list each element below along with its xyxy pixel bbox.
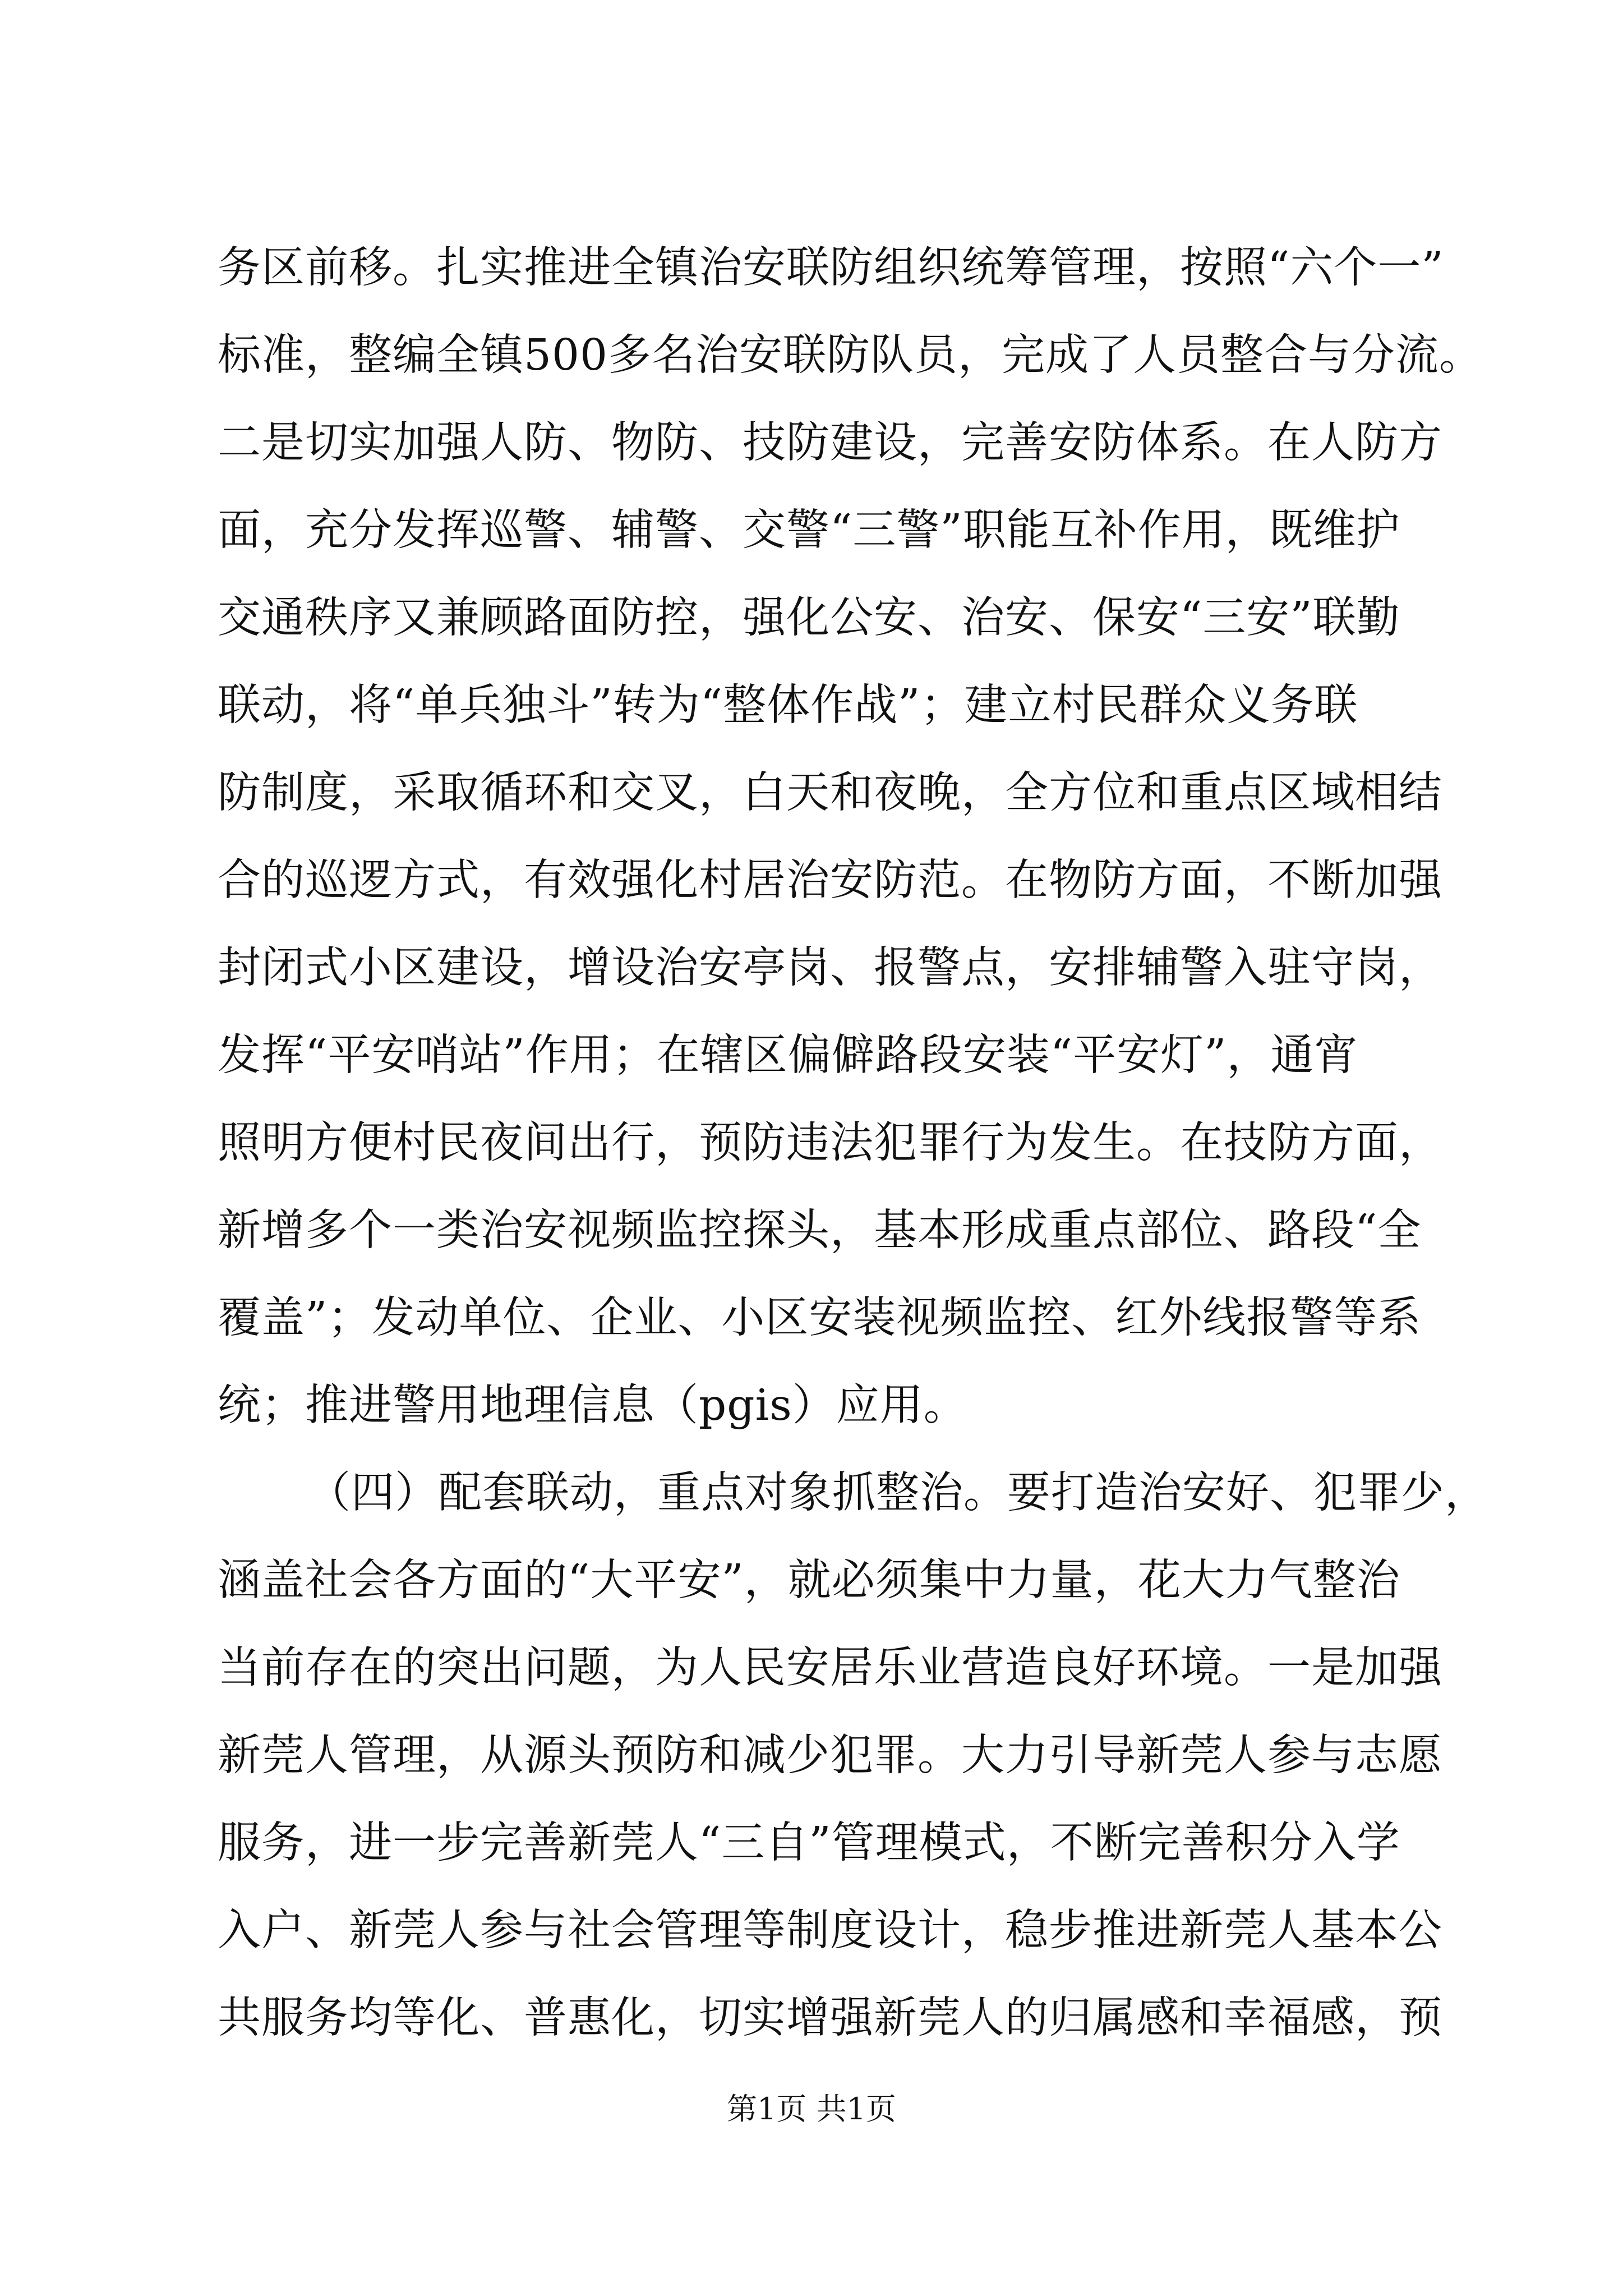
text-line-11: 照明方便村民夜间出行，预防违法犯罪行为发生。在技防方面， — [218, 1118, 1442, 1168]
text-line-14: 统；推进警用地理信息（pgis）应用。 — [218, 1381, 967, 1430]
text-line-9: 封闭式小区建设，增设治安亭岗、报警点，安排辅警入驻守岗， — [218, 943, 1442, 993]
text-line-8: 合的巡逻方式，有效强化村居治安防范。在物防方面，不断加强 — [218, 855, 1442, 905]
text-line-16: 涵盖社会各方面的“大平安”，就必须集中力量，花大力气整治 — [218, 1556, 1400, 1605]
text-line-5: 交通秩序又兼顾路面防控，强化公安、治安、保安“三安”联勤 — [218, 593, 1400, 643]
body-text — [218, 224, 1488, 2062]
text-line-19: 服务，进一步完善新莞人“三自”管理模式，不断完善积分入学 — [218, 1818, 1400, 1868]
text-line-18: 新莞人管理，从源头预防和减少犯罪。大力引导新莞人参与志愿 — [218, 1731, 1442, 1780]
paragraph-heading-4: （四）配套联动，重点对象抓整治。要打造治安好、犯罪少， — [307, 1468, 1488, 1518]
text-line-21: 共服务均等化、普惠化，切实增强新莞人的归属感和幸福感，预 — [218, 1993, 1442, 2043]
text-line-20: 入户、新莞人参与社会管理等制度设计，稳步推进新莞人基本公 — [218, 1906, 1442, 1955]
text-line-3: 二是切实加强人防、物防、技防建设，完善安防体系。在人防方 — [218, 418, 1442, 468]
text-line-17: 当前存在的突出问题，为人民安居乐业营造良好环境。一是加强 — [218, 1643, 1442, 1693]
page-number-label: 第1页 共1页 — [727, 2091, 896, 2127]
text-line-2: 标准，整编全镇500多名治安联防队员，完成了人员整合与分流。 — [218, 330, 1483, 380]
text-line-7: 防制度，采取循环和交叉，白天和夜晚，全方位和重点区域相结 — [218, 768, 1442, 818]
text-line-10: 发挥“平安哨站”作用；在辖区偏僻路段安装“平安灯”，通宵 — [218, 1030, 1358, 1080]
text-line-6: 联动，将“单兵独斗”转为“整体作战”；建立村民群众义务联 — [218, 680, 1358, 730]
page-footer — [0, 2087, 1623, 2132]
text-line-13: 覆盖”；发动单位、企业、小区安装视频监控、红外线报警等系 — [218, 1293, 1422, 1343]
text-line-4: 面，充分发挥巡警、辅警、交警“三警”职能互补作用，既维护 — [218, 505, 1400, 555]
text-line-12: 新增多个一类治安视频监控探头，基本形成重点部位、路段“全 — [218, 1205, 1422, 1255]
text-line-1: 务区前移。扎实推进全镇治安联防组织统筹管理，按照“六个一” — [218, 243, 1444, 293]
